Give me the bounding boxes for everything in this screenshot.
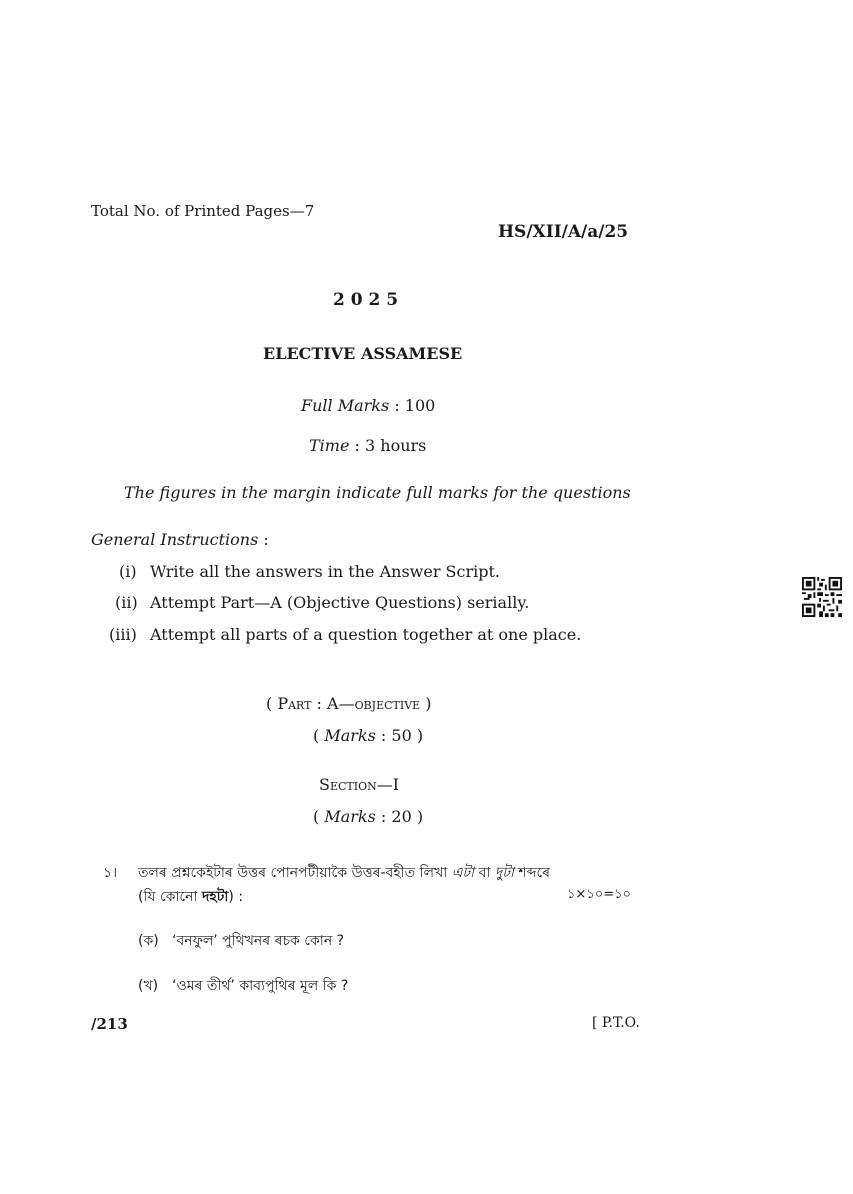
subject-title: ELECTIVE ASSAMESE	[263, 344, 463, 363]
instructions-heading-label: General Instructions	[91, 530, 259, 549]
question-emphasis: দহটা	[202, 889, 229, 905]
instruction-num: (iii)	[109, 625, 137, 644]
question-text: ) :	[228, 889, 244, 905]
question-text-line1	[138, 861, 550, 885]
question-emphasis: এটা	[451, 865, 475, 881]
full-marks	[301, 396, 435, 415]
subquestion-text: ‘ওমৰ তীৰ্থ’ কাব্যপুথিৰ মূল কি ?	[172, 978, 349, 994]
subquestion-label: (খ)	[138, 978, 159, 994]
time-value: : 3 hours	[354, 436, 427, 455]
instruction-num: (ii)	[115, 593, 138, 612]
instruction-text: Attempt all parts of a question together at one place.	[150, 625, 582, 644]
question-text: বা	[478, 865, 491, 881]
full-marks-value: : 100	[394, 396, 436, 415]
instructions-heading-colon: :	[263, 530, 269, 549]
instruction-num: (i)	[119, 562, 137, 581]
question-number: ১।	[103, 865, 118, 881]
margin-note: The figures in the margin indicate full marks for the questions	[124, 483, 631, 502]
question-emphasis: দুটা	[494, 865, 514, 881]
question-text: (যি কোনো	[138, 889, 198, 905]
qr-code-icon	[802, 577, 842, 617]
subquestion-text: ‘বনফুল’ পুথিখনৰ ৰচক কোন ?	[172, 933, 345, 949]
question-text-line2	[138, 885, 243, 909]
part-marks	[313, 726, 423, 745]
section-marks-label: Marks	[324, 807, 376, 826]
subquestion-label: (ক)	[138, 933, 159, 949]
page-code: /213	[91, 1015, 128, 1033]
section-marks	[313, 807, 423, 826]
question-text: শব্দৰে	[518, 865, 551, 881]
section-marks-open: (	[313, 807, 320, 826]
instruction-text: Write all the answers in the Answer Script.	[150, 562, 500, 581]
section-marks-value: : 20 )	[380, 807, 424, 826]
part-marks-label: Marks	[324, 726, 376, 745]
instruction-text: Attempt Part—A (Objective Questions) serially.	[150, 593, 530, 612]
exam-year: 2 0 2 5	[333, 290, 399, 310]
section-title: Section—I	[319, 775, 400, 794]
pto-note: [ P.T.O.	[592, 1015, 640, 1031]
time-label: Time	[309, 436, 350, 455]
part-marks-value: : 50 )	[380, 726, 424, 745]
total-pages: Total No. of Printed Pages—7	[91, 202, 315, 220]
question-marks: ১×১০=১০	[567, 887, 631, 902]
part-marks-open: (	[313, 726, 320, 745]
question-text: তলৰ প্ৰশ্নকেইটাৰ উত্তৰ পোনপটীয়াকৈ উত্তৰ-বহীত লিখা	[138, 865, 448, 881]
part-title: ( Part : A—objective )	[266, 694, 432, 713]
paper-code: HS/XII/A/a/25	[498, 222, 629, 242]
full-marks-label: Full Marks	[301, 396, 390, 415]
time-allowed	[309, 436, 426, 455]
instructions-heading	[91, 530, 269, 549]
